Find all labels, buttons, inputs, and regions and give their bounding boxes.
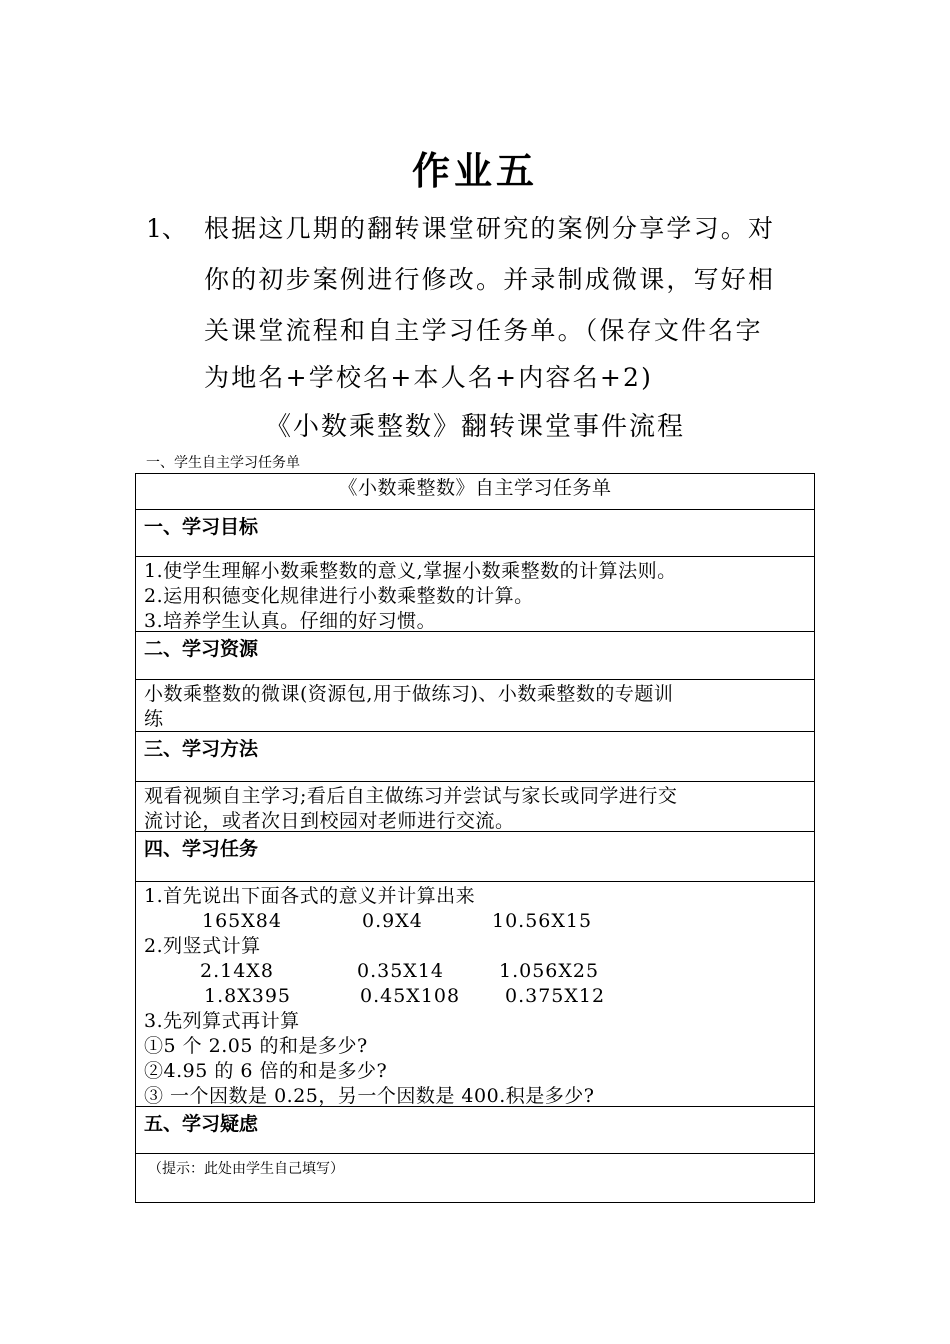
task-sheet-table xyxy=(135,473,815,1203)
calc-expression: 10.56X15 xyxy=(492,910,593,932)
calc-row xyxy=(144,959,806,984)
resources-heading: 二、学习资源 xyxy=(144,638,259,660)
doubts-hint: （提示：此处由学生自己填写） xyxy=(148,1161,344,1177)
goal-item: 2.运用积德变化规律进行小数乘整数的计算。 xyxy=(144,585,534,607)
method-head-row xyxy=(136,732,814,782)
calc-expression: 1.8X395 xyxy=(204,985,292,1007)
table-caption: 《小数乘整数》自主学习任务单 xyxy=(338,477,612,499)
method-text: 流讨论，或者次日到校园对老师进行交流。 xyxy=(144,810,515,832)
question-line: 关课堂流程和自主学习任务单。（保存文件名字 xyxy=(204,316,763,345)
calc-expression: 0.9X4 xyxy=(362,910,423,932)
resources-text: 练 xyxy=(144,708,164,730)
task-question: ①5 个 2.05 的和是多少? xyxy=(144,1035,368,1057)
task-question: ③ 一个因数是 0.25，另一个因数是 400.积是多少? xyxy=(144,1085,595,1107)
method-body-row xyxy=(136,782,814,832)
goals-head-row xyxy=(136,510,814,557)
calc-expression: 165X84 xyxy=(202,910,282,932)
flow-subtitle: 《小数乘整数》翻转课堂事件流程 xyxy=(264,412,685,442)
task-question: ②4.95 的 6 倍的和是多少? xyxy=(144,1060,388,1082)
goals-heading: 一、学习目标 xyxy=(144,516,259,538)
calc-expression: 0.35X14 xyxy=(357,960,445,982)
resources-body-row xyxy=(136,680,814,732)
goal-item: 1.使学生理解小数乘整数的意义,掌握小数乘整数的计算法则。 xyxy=(144,560,677,582)
method-text: 观看视频自主学习;看后自主做练习并尝试与家长或同学进行交 xyxy=(144,785,678,807)
doubts-body-row xyxy=(136,1154,814,1203)
goals-body-row xyxy=(136,557,814,632)
question-line: 你的初步案例进行修改。并录制成微课，写好相 xyxy=(204,265,776,294)
calc-expression: 0.45X108 xyxy=(360,985,461,1007)
calc-expression: 0.375X12 xyxy=(505,985,606,1007)
task-title: 2.列竖式计算 xyxy=(144,935,261,957)
calc-expression: 1.056X25 xyxy=(499,960,600,982)
doubts-head-row xyxy=(136,1107,814,1154)
calc-row xyxy=(144,984,806,1009)
calc-row xyxy=(144,909,806,934)
goal-item: 3.培养学生认真。仔细的好习惯。 xyxy=(144,610,437,632)
page-title: 作业五 xyxy=(411,149,538,193)
table-caption-row xyxy=(136,474,814,510)
task-title: 3.先列算式再计算 xyxy=(144,1010,300,1032)
task-title: 1.首先说出下面各式的意义并计算出来 xyxy=(144,885,476,907)
section-label: 一、学生自主学习任务单 xyxy=(146,455,300,471)
question-line: 为地名+学校名+本人名+内容名+2) xyxy=(204,363,654,392)
tasks-head-row xyxy=(136,832,814,882)
method-heading: 三、学习方法 xyxy=(144,738,259,760)
resources-head-row xyxy=(136,632,814,680)
calc-expression: 2.14X8 xyxy=(200,960,274,982)
tasks-heading: 四、学习任务 xyxy=(144,838,259,860)
doubts-heading: 五、学习疑虑 xyxy=(144,1113,259,1135)
question-number: 1、 xyxy=(146,214,187,243)
tasks-body-row xyxy=(136,882,814,1107)
question-line: 根据这几期的翻转课堂研究的案例分享学习。对 xyxy=(204,214,776,243)
resources-text: 小数乘整数的微课(资源包,用于做练习)、小数乘整数的专题训 xyxy=(144,683,674,705)
